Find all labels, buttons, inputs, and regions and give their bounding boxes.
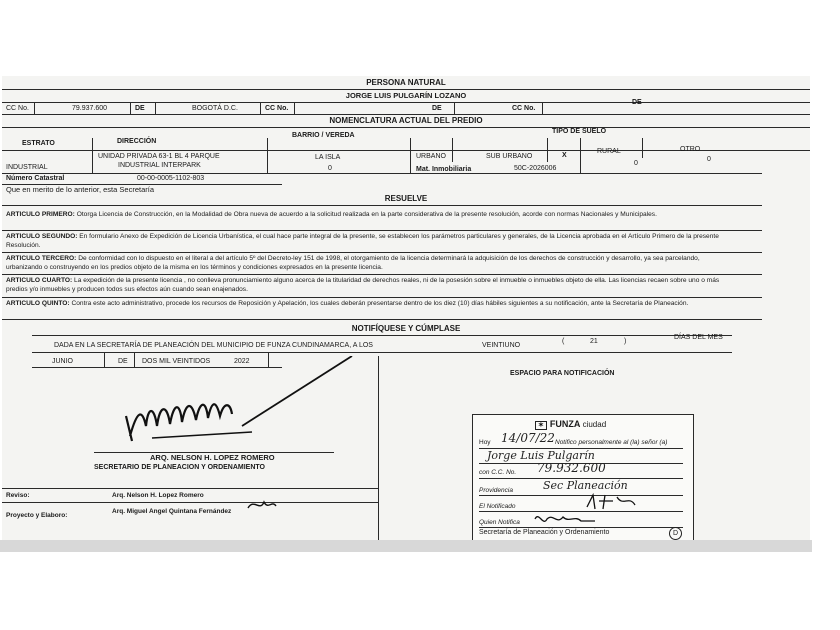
month-value: JUNIO [52,358,73,365]
direccion-label: DIRECCIÓN [117,138,157,145]
articulo-segundo: ARTICULO SEGUNDO: En formulario Anexo de Expedición de Licencia Urbanística, el cual hace parte integral de la presente, se establecen los parámetros particulares y generales, de la Licencia aprobada en el Artículo Primero de la presente Resolución. [6,233,719,249]
signature-nelson-lopez [112,356,362,456]
funza-logo-text: ✶ FUNZA ciudad [535,419,606,429]
numero-catastral-label: Número Catastral [6,175,65,182]
de-label-3: DE [632,99,642,106]
document-scan [2,76,810,546]
notificado-label: El Notificado [479,503,516,510]
de-label: DE [135,105,145,112]
estrato-value: INDUSTRIAL [6,164,48,171]
cc-value: 79.937.600 [72,105,108,112]
direccion-line1: UNIDAD PRIVADA 63-1 BL 4 PARQUE [98,153,220,160]
hoy-value: 14/07/22 [501,431,555,445]
signer-name: ARQ. NELSON H. LOPEZ ROMERO [150,453,275,462]
signer-title: SECRETARIO DE PLANEACION Y ORDENAMIENTO [94,464,266,471]
merito-text: Que en merito de lo anterior, esta Secretaría [6,185,154,194]
day-close-paren: ) [624,338,627,345]
dias-del-mes: DÍAS DEL MES [674,334,723,341]
otro-value: 0 [707,156,711,163]
reviso-value: Arq. Nelson H. Lopez Romero [112,492,204,499]
cc-label-3: CC No. [512,105,536,112]
day-words: VEINTIUNO [482,342,521,349]
hoy-label: Hoy [479,439,491,446]
cc-label-2: CC No. [265,105,289,112]
notificacion-title: ESPACIO PARA NOTIFICACIÓN [510,370,615,377]
proyecto-label: Proyecto y Elaboro: [6,512,68,519]
year-words: DOS MIL VEINTIDOS [142,358,211,365]
articulo-quinto: ARTICULO QUINTO: Contra este acto administrativo, procede los recursos de Reposición y Apelación, los cuales deberán presentarse dentro de los diez (10) días hábiles siguientes a su notificación, ante la Secretaría de Planeación. [6,300,689,307]
rural-label: RURAL [597,148,621,155]
stamp-footer: Secretaría de Planeación y Ordenamiento [479,529,610,536]
quien-notifica-signature [531,511,601,527]
mat-inmobiliaria-label: Mat. Inmobiliaria [416,166,472,173]
providencia-value: Sec Planeación [543,479,628,492]
rural-value: 0 [634,160,638,167]
proyecto-value: Arq. Miguel Angel Quintana Fernández [112,508,232,515]
mat-inmobiliaria-value: 50C-2026006 [514,165,557,172]
notificacion-stamp [472,414,694,544]
tipo-suelo-label: TIPO DE SUELO [552,128,607,135]
barrio-zero: 0 [328,165,332,172]
reviso-label: Reviso: [6,492,30,499]
providencia-label: Providencia [479,487,513,494]
year-number: 2022 [234,358,250,365]
dada-text: DADA EN LA SECRETARÍA DE PLANEACIÓN DEL MUNICIPIO DE FUNZA CUNDINAMARCA, A LOS [54,342,373,349]
person-value: Jorge Luis Pulgarín [487,449,595,462]
persona-natural-title: PERSONA NATURAL [366,78,446,87]
initials-mark [246,496,278,516]
stamp-footer-mark: D [669,527,682,540]
cc-label: CC No. [6,105,29,112]
quien-notifica-label: Quien Notifica [479,519,520,526]
cc-value-notificacion: 79.932.600 [537,461,606,475]
articulo-tercero: ARTICULO TERCERO: De conformidad con lo dispuesto en el literal a del artículo 5º del Decreto-ley 151 de 1998, el otorgamiento de la licencia determinará la adquisición de los derechos de construcción y desarrollo, ya sea parcelando, urbanizando o construyendo en los predios objeto de la misma en los términos y condiciones expresados en la presente licencia. [6,255,700,271]
page-edge [0,540,812,552]
city-value: BOGOTÁ D.C. [192,105,238,112]
nomenclatura-title: NOMENCLATURA ACTUAL DEL PREDIO [329,116,483,125]
day-open-paren: ( [562,338,565,345]
resuelve-title: RESUELVE [384,194,428,203]
notificado-signature [583,493,643,511]
cc-label-notificacion: con C.C. No. [479,469,517,476]
notifico-label: Notifico personalmente al (la) señor (a) [555,439,668,446]
articulo-primero: ARTICULO PRIMERO: Otorga Licencia de Construcción, en la Modalidad de Obra nueva de acuerdo a la solicitud realizada en la parte considerativa de la presente resolución, acorde con normas Nacionales y Municipales. [6,211,657,218]
sub-urbano-label: SUB URBANO [486,153,533,160]
persona-name: JORGE LUIS PULGARÍN LOZANO [345,91,467,100]
de-label-2: DE [432,105,442,112]
barrio-label: BARRIO / VEREDA [292,132,355,139]
notifiquese-title: NOTIFÍQUESE Y CÚMPLASE [351,324,461,333]
day-number: 21 [590,338,598,345]
urbano-label: URBANO [416,153,446,160]
otro-label: OTRO [680,146,701,153]
direccion-line2: INDUSTRIAL INTERPARK [118,162,201,169]
de-label-date: DE [118,358,128,365]
sub-urbano-mark: X [562,152,567,159]
numero-catastral-value: 00-00-0005-1102-803 [137,175,205,182]
barrio-value: LA ISLA [315,154,341,161]
articulo-cuarto: ARTICULO CUARTO: La expedición de la presente licencia , no conlleva pronunciamiento alguno acerca de la titularidad de derechos reales, ni de la posesión sobre el inmueble o inmuebles objeto de ella. Las licencias recaen sobre uno o más predios y/o inmuebles y producen todos sus efectos aún cuando sean enajenados. [6,277,720,293]
estrato-label: ESTRATO [22,140,55,147]
